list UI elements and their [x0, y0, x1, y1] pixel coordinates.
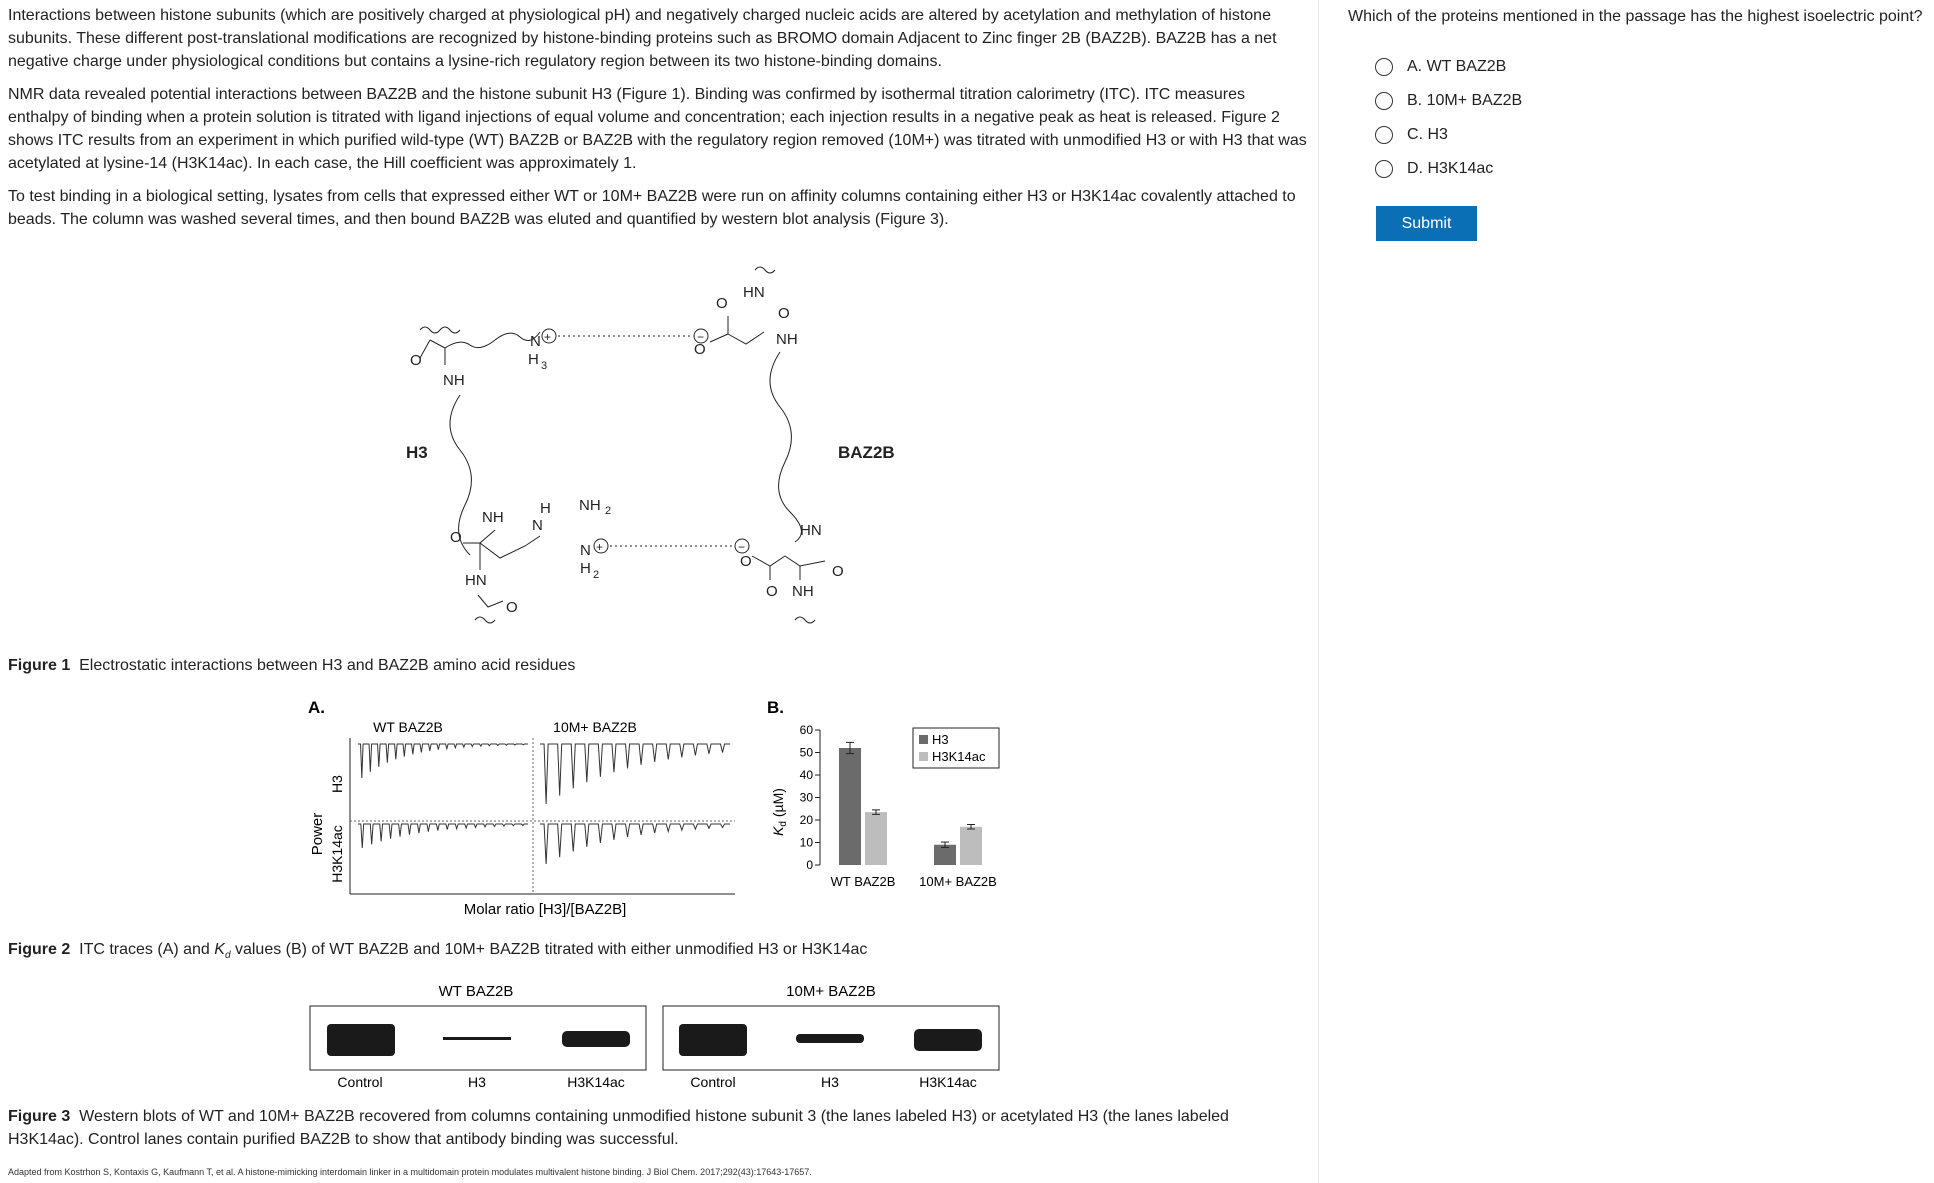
- atom-o: O: [740, 553, 752, 570]
- blot-lane-label: H3K14ac: [567, 1074, 625, 1090]
- figure1-caption-text: Electrostatic interactions between H3 and BAZ2B amino acid residues: [79, 657, 576, 674]
- figure2-caption-kd: K: [214, 941, 225, 958]
- itc-row-h3k14ac-label: H3K14ac: [329, 825, 345, 883]
- blot-band-10m-control: [679, 1024, 747, 1056]
- atom-hn: HN: [800, 522, 822, 539]
- atom-sub-2: 2: [605, 505, 612, 517]
- blot-lane-label: Control: [337, 1074, 383, 1090]
- atom-o: O: [832, 563, 844, 580]
- blot-group-10m-label: 10M+ BAZ2B: [786, 983, 876, 1000]
- legend-swatch-h3: [919, 735, 928, 744]
- atom-o: O: [766, 583, 778, 600]
- atom-h: H: [580, 560, 591, 577]
- figure2: [300, 694, 1020, 924]
- atom-sub-2: 2: [593, 569, 600, 581]
- figure2-caption: [8, 938, 867, 967]
- figure2-caption-pre: ITC traces (A) and: [79, 941, 215, 958]
- bond: [430, 340, 445, 348]
- choice-letter: A.: [1407, 58, 1423, 75]
- kd-y-tick-label: 20: [799, 813, 813, 827]
- choice-b[interactable]: [1348, 84, 1928, 118]
- choice-label: WT BAZ2B: [1426, 58, 1507, 75]
- choice-c[interactable]: [1348, 118, 1928, 152]
- choice-d[interactable]: [1348, 152, 1928, 186]
- kd-ylabel-unit: (µM): [770, 788, 786, 822]
- atom-o: O: [450, 529, 462, 546]
- blot-lane-label: Control: [690, 1074, 736, 1090]
- itc-trace: [540, 744, 730, 804]
- choice-letter: C.: [1407, 126, 1423, 143]
- citation: Adapted from Kostrhon S, Kontaxis G, Kaufmann T, et al. A histone-mimicking interdomain linker in a multidomain protein modulates multivalent histone binding. J Biol Chem. 2017;292(43):17643-17657.: [8, 1167, 812, 1177]
- blot-band-10m-h3k14ac: [914, 1029, 982, 1051]
- atom-o: O: [410, 352, 422, 369]
- kd-y-tick-label: 60: [799, 723, 813, 737]
- legend-label-h3k14ac: H3K14ac: [932, 749, 986, 764]
- kd-bar-h3k14ac-0: [865, 812, 887, 865]
- itc-xlabel: Molar ratio [H3]/[BAZ2B]: [463, 901, 627, 918]
- baz2b-backbone: [770, 352, 801, 542]
- atom-o: O: [694, 341, 706, 358]
- atom-sub-3: 3: [541, 360, 548, 372]
- kd-y-tick-label: 50: [799, 745, 813, 760]
- atom-nh2: NH: [579, 497, 601, 514]
- kd-bar-h3k14ac-1: [960, 827, 982, 865]
- atom-o: O: [716, 295, 728, 312]
- atom-hn: HN: [743, 284, 765, 301]
- panel-a-label: A.: [308, 698, 325, 717]
- itc-power-label: Power: [309, 812, 326, 856]
- itc-col-wt-label: WT BAZ2B: [373, 719, 443, 735]
- blot-band-wt-control: [327, 1024, 395, 1056]
- h3-label: H3: [406, 443, 428, 462]
- passage-paragraph-2: NMR data revealed potential interactions between BAZ2B and the histone subunit H3 (Figure 1). Binding was confirmed by isothermal titration calorimetry (ITC). ITC measures enthalpy of binding when a protein solution is titrated with ligand injections of equal volume and concentration; each injection results in a negative peak as heat is released. Figure 2 shows ITC results from an experiment in which purified wild-type (WT) BAZ2B or BAZ2B with the regulatory region removed (10M+) was titrated with unmodified H3 or with H3 that was acetylated at lysine-14 (H3K14ac). In each case, the Hill coefficient was approximately 1.: [8, 86, 1307, 172]
- question-text: Which of the proteins mentioned in the passage has the highest isoelectric point?: [1348, 8, 1923, 25]
- figure2-caption-post: values (B) of WT BAZ2B and 10M+ BAZ2B titrated with either unmodified H3 or H3K14ac: [230, 941, 868, 958]
- kd-ylabel: [770, 788, 789, 836]
- choice-label: 10M+ BAZ2B: [1426, 92, 1523, 109]
- kd-y-tick-label: 40: [799, 768, 813, 782]
- atom-o: O: [506, 599, 518, 616]
- itc-row-h3-label: H3: [329, 775, 345, 793]
- atom-h: H: [540, 500, 551, 517]
- itc-col-10m-label: 10M+ BAZ2B: [553, 719, 637, 735]
- itc-trace: [358, 824, 528, 848]
- kd-x-tick-label: 10M+ BAZ2B: [919, 874, 997, 889]
- atom-n: N: [530, 333, 541, 350]
- kd-ylabel-k: K: [770, 826, 786, 836]
- atom-nh: NH: [443, 372, 465, 389]
- choice-a[interactable]: [1348, 50, 1928, 84]
- blot-group-wt-label: WT BAZ2B: [438, 983, 514, 1000]
- choice-label: H3K14ac: [1427, 160, 1494, 177]
- choice-letter: B.: [1407, 92, 1423, 109]
- kd-x-tick-label: WT BAZ2B: [830, 874, 896, 889]
- figure1-structure-diagram: [330, 240, 970, 640]
- kd-ylabel-sub: d: [778, 821, 789, 827]
- panel-divider: [1318, 0, 1319, 1183]
- legend-label-h3: H3: [932, 732, 949, 747]
- lysine-side-chain: [445, 332, 540, 348]
- minus-sign: −: [738, 540, 746, 554]
- kd-legend: [913, 728, 999, 768]
- radio-button[interactable]: [1375, 160, 1393, 178]
- passage-paragraph-1: Interactions between histone subunits (which are positively charged at physiological pH) and negatively charged nucleic acids are altered by acetylation and methylation of histone subunits. These different post-translational modifications are recognized by histone-binding proteins such as BROMO domain Adjacent to Zinc finger 2B (BAZ2B). BAZ2B has a net negative charge under physiological conditions but contains a lysine-rich regulatory region between its two histone-binding domains.: [8, 7, 1277, 70]
- blot-band-10m-h3: [796, 1034, 864, 1043]
- radio-button[interactable]: [1375, 58, 1393, 76]
- itc-traces: [358, 744, 730, 864]
- passage-paragraph-3: To test binding in a biological setting, lysates from cells that expressed either WT or 10M+ BAZ2B were run on affinity columns containing either H3 or H3K14ac covalently attached to beads. The column was washed several times, and then bound BAZ2B was eluted and quantified by western blot analysis (Figure 3).: [8, 188, 1296, 228]
- figure1-caption-label: Figure 1: [8, 657, 71, 674]
- figure3-caption-label: Figure 3: [8, 1108, 71, 1125]
- atom-n: N: [580, 542, 591, 559]
- blot-lane-label: H3K14ac: [919, 1074, 977, 1090]
- blot-lane-label: H3: [468, 1074, 486, 1090]
- choice-label: H3: [1427, 126, 1448, 143]
- panel-b-label: B.: [767, 698, 784, 717]
- itc-trace: [358, 744, 528, 778]
- plus-sign: +: [544, 330, 552, 344]
- radio-button[interactable]: [1375, 126, 1393, 144]
- atom-nh: NH: [792, 583, 814, 600]
- atom-h: H: [528, 351, 539, 368]
- figure3-caption: [8, 1105, 1278, 1151]
- question-panel: [1348, 6, 1928, 241]
- figure3-western-blot: [300, 970, 1020, 1090]
- atom-nh: NH: [482, 509, 504, 526]
- passage: [8, 0, 1308, 231]
- atom-o: O: [778, 305, 790, 322]
- figure3-caption-text: Western blots of WT and 10M+ BAZ2B recovered from columns containing unmodified histone subunit 3 (the lanes labeled H3) or acetylated H3 (the lanes labeled H3K14ac). Control lanes contain purified BAZ2B to show that antibody binding was successful.: [8, 1108, 1229, 1148]
- blot-band-wt-h3k14ac: [562, 1031, 630, 1047]
- kd-y-tick-label: 30: [799, 790, 813, 805]
- atom-hn: HN: [465, 572, 487, 589]
- atom-n: N: [532, 517, 543, 534]
- blot-band-wt-h3: [443, 1037, 511, 1040]
- itc-trace: [540, 824, 730, 864]
- atom-nh: NH: [776, 331, 798, 348]
- kd-y-tick-label: 10: [799, 835, 813, 850]
- blot-lane-label: H3: [821, 1074, 839, 1090]
- figure2-caption-label: Figure 2: [8, 941, 71, 958]
- figure1-caption: [8, 654, 575, 677]
- choice-letter: D.: [1407, 160, 1423, 177]
- figure2-caption-kd-sub: d: [224, 950, 231, 962]
- legend-swatch-h3k14ac: [919, 752, 928, 761]
- kd-y-tick-label: 0: [806, 858, 813, 872]
- wavy-bond: [420, 327, 460, 333]
- kd-bar-h3-0: [839, 748, 861, 865]
- plus-sign: +: [596, 540, 604, 554]
- radio-button[interactable]: [1375, 92, 1393, 110]
- submit-button[interactable]: Submit: [1376, 206, 1477, 241]
- baz2b-label: BAZ2B: [838, 443, 895, 462]
- minus-sign: −: [697, 330, 705, 344]
